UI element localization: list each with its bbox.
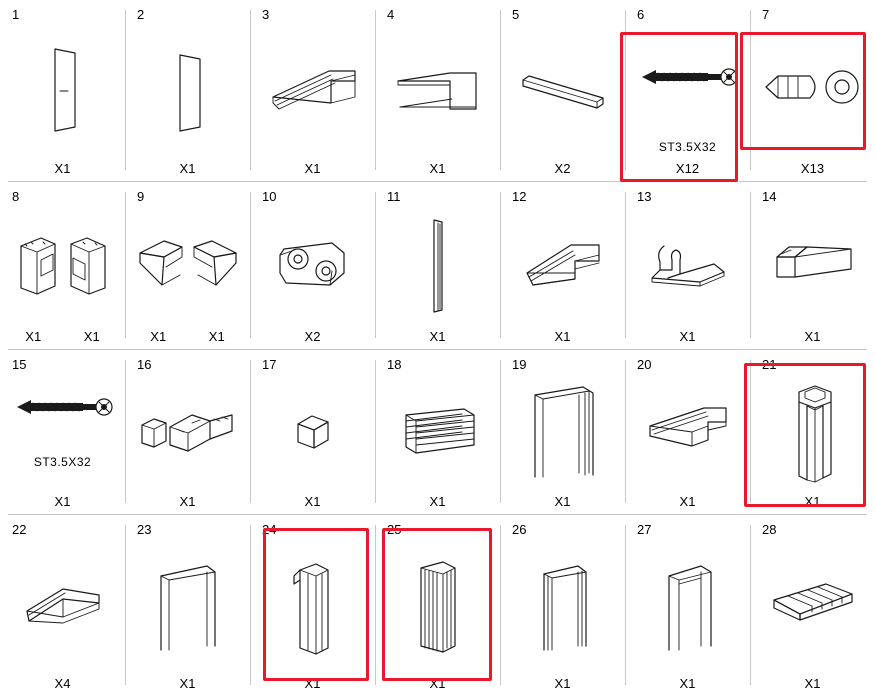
bracket-pair-icon: [4, 188, 121, 330]
qty-row: [629, 495, 746, 511]
part-index: 9: [137, 189, 145, 204]
qty-row: [129, 330, 246, 346]
parts-row: [0, 0, 875, 182]
short-channel-icon: [4, 521, 121, 677]
part-spec: ST3.5X32: [658, 139, 717, 154]
qty-row: [254, 330, 371, 346]
qty-row: [379, 330, 496, 346]
wall-anchor-icon: [754, 6, 871, 162]
part-index: 23: [137, 522, 152, 537]
parts-row: [0, 515, 875, 697]
part-qty: X1: [179, 675, 196, 691]
cell-divider: [500, 525, 501, 685]
part-cell-17[interactable]: [250, 350, 375, 515]
parts-row: [0, 350, 875, 515]
cell-divider: [125, 360, 126, 503]
qty-row: [754, 677, 871, 693]
part-cell-22[interactable]: [0, 515, 125, 697]
u-frame-plain-icon: [129, 521, 246, 677]
part-cell-12[interactable]: [500, 182, 625, 350]
part-qty: X1: [208, 328, 225, 344]
part-index: 21: [762, 357, 777, 372]
cell-divider: [750, 10, 751, 170]
part-index: 14: [762, 189, 777, 204]
cell-divider: [375, 10, 376, 170]
part-index: 1: [12, 7, 20, 22]
multi-blade-post-icon: [379, 521, 496, 677]
part-qty: X1: [429, 328, 446, 344]
part-index: 2: [137, 7, 145, 22]
stacked-slats-icon: [754, 521, 871, 677]
part-index: 22: [12, 522, 27, 537]
part-index: 13: [637, 189, 652, 204]
vertical-post-icon: [754, 356, 871, 495]
flat-panel-narrow-icon: [4, 6, 121, 162]
slim-vertical-profile-icon: [379, 188, 496, 330]
part-cell-27[interactable]: [625, 515, 750, 697]
cell-divider: [625, 10, 626, 170]
part-cell-2[interactable]: [125, 0, 250, 182]
part-qty: X1: [304, 675, 321, 691]
cell-divider: [250, 192, 251, 338]
part-qty: X1: [25, 328, 42, 344]
part-qty: X1: [304, 160, 321, 176]
qty-row: [754, 495, 871, 511]
cell-divider: [625, 525, 626, 685]
u-frame-wide-icon: [504, 356, 621, 495]
part-qty: X1: [54, 160, 71, 176]
cell-divider: [750, 525, 751, 685]
part-cell-16[interactable]: [125, 350, 250, 515]
part-qty: X1: [554, 675, 571, 691]
part-qty: X1: [179, 160, 196, 176]
cell-divider: [375, 192, 376, 338]
part-index: 5: [512, 7, 520, 22]
part-qty: X13: [800, 160, 825, 176]
part-index: 11: [387, 189, 401, 204]
part-index: 8: [12, 189, 20, 204]
part-cell-20[interactable]: [625, 350, 750, 515]
part-cell-23[interactable]: [125, 515, 250, 697]
part-qty: X1: [54, 493, 71, 509]
part-cell-26[interactable]: [500, 515, 625, 697]
cell-divider: [125, 525, 126, 685]
qty-row: [4, 495, 121, 511]
part-index: 7: [762, 7, 770, 22]
qty-row: [254, 495, 371, 511]
u-frame-stepped-icon: [629, 521, 746, 677]
part-qty: X1: [429, 160, 446, 176]
qty-row: [629, 677, 746, 693]
part-index: 24: [262, 522, 277, 537]
part-index: 20: [637, 357, 652, 372]
qty-row: [254, 677, 371, 693]
ribbed-rail-icon: [504, 188, 621, 330]
thin-bar-icon: [504, 6, 621, 162]
qty-row: [4, 162, 121, 178]
part-index: 4: [387, 7, 395, 22]
part-index: 15: [12, 357, 27, 372]
part-cell-11[interactable]: [375, 182, 500, 350]
part-cell-5[interactable]: [500, 0, 625, 182]
cell-divider: [500, 360, 501, 503]
part-cell-8[interactable]: [0, 182, 125, 350]
part-cell-15[interactable]: [0, 350, 125, 515]
cell-divider: [250, 10, 251, 170]
header-rail-icon: [629, 356, 746, 495]
part-index: 16: [137, 357, 152, 372]
cell-divider: [250, 360, 251, 503]
qty-row: [754, 162, 871, 178]
part-cell-18[interactable]: [375, 350, 500, 515]
qty-row: [504, 495, 621, 511]
cell-divider: [375, 360, 376, 503]
cell-divider: [625, 192, 626, 338]
qty-row: [379, 162, 496, 178]
part-cell-14[interactable]: [750, 182, 875, 350]
qty-row: [504, 330, 621, 346]
part-qty: X1: [83, 328, 100, 344]
roller-assembly-icon: [254, 188, 371, 330]
cell-divider: [500, 10, 501, 170]
part-qty: X1: [679, 328, 696, 344]
part-qty: X1: [679, 493, 696, 509]
qty-row: [129, 495, 246, 511]
part-cell-21[interactable]: [750, 350, 875, 515]
part-qty: X12: [675, 160, 700, 176]
part-cell-7[interactable]: [750, 0, 875, 182]
part-cell-6[interactable]: [625, 0, 750, 182]
small-cube-icon: [254, 356, 371, 495]
part-qty: X1: [554, 493, 571, 509]
part-cell-25[interactable]: [375, 515, 500, 697]
cell-divider: [750, 192, 751, 338]
part-index: 12: [512, 189, 527, 204]
cell-divider: [500, 192, 501, 338]
part-cell-28[interactable]: [750, 515, 875, 697]
cell-divider: [125, 192, 126, 338]
qty-row: [4, 330, 121, 346]
part-index: 17: [262, 357, 277, 372]
part-index: 26: [512, 522, 527, 537]
part-qty: X1: [679, 675, 696, 691]
part-spec: ST3.5X32: [33, 454, 92, 469]
part-cell-4[interactable]: [375, 0, 500, 182]
part-cell-24[interactable]: [250, 515, 375, 697]
cell-divider: [250, 525, 251, 685]
qty-row: [504, 677, 621, 693]
qty-row: [4, 677, 121, 693]
qty-row: [754, 330, 871, 346]
part-qty: X1: [304, 493, 321, 509]
parts-row: [0, 182, 875, 350]
part-qty: X2: [304, 328, 321, 344]
part-cell-19[interactable]: [500, 350, 625, 515]
part-qty: X2: [554, 160, 571, 176]
qty-row: [129, 677, 246, 693]
guide-clip-icon: [629, 188, 746, 330]
part-index: 27: [637, 522, 652, 537]
part-index: 6: [637, 7, 645, 22]
qty-row: [254, 162, 371, 178]
part-index: 19: [512, 357, 527, 372]
angle-bracket-pair-icon: [129, 188, 246, 330]
screw-icon: [629, 6, 746, 138]
part-index: 10: [262, 189, 277, 204]
post-with-fin-icon: [254, 521, 371, 677]
bent-flashing-icon: [379, 6, 496, 162]
part-cell-1[interactable]: [0, 0, 125, 182]
part-qty: X1: [429, 675, 446, 691]
flat-panel-narrow-icon: [129, 6, 246, 162]
part-index: 18: [387, 357, 402, 372]
part-cell-13[interactable]: [625, 182, 750, 350]
part-qty: X1: [179, 493, 196, 509]
part-qty: X1: [429, 493, 446, 509]
part-qty: X1: [804, 675, 821, 691]
part-index: 3: [262, 7, 270, 22]
cell-divider: [750, 360, 751, 503]
part-qty: X4: [54, 675, 71, 691]
slatted-panel-icon: [379, 356, 496, 495]
part-cell-9[interactable]: [125, 182, 250, 350]
part-qty: X1: [804, 493, 821, 509]
part-qty: X1: [804, 328, 821, 344]
connector-blocks-icon: [129, 356, 246, 495]
extrusion-track-icon: [254, 6, 371, 162]
qty-row: [504, 162, 621, 178]
qty-row: [379, 677, 496, 693]
part-index: 25: [387, 522, 402, 537]
qty-row: [629, 162, 746, 178]
part-qty: X1: [150, 328, 167, 344]
qty-row: [379, 495, 496, 511]
qty-row: [629, 330, 746, 346]
cell-divider: [125, 10, 126, 170]
part-qty: X1: [554, 328, 571, 344]
cell-divider: [625, 360, 626, 503]
part-cell-10[interactable]: [250, 182, 375, 350]
cell-divider: [375, 525, 376, 685]
part-cell-3[interactable]: [250, 0, 375, 182]
u-frame-double-icon: [504, 521, 621, 677]
square-tube-icon: [754, 188, 871, 330]
qty-row: [129, 162, 246, 178]
part-index: 28: [762, 522, 777, 537]
